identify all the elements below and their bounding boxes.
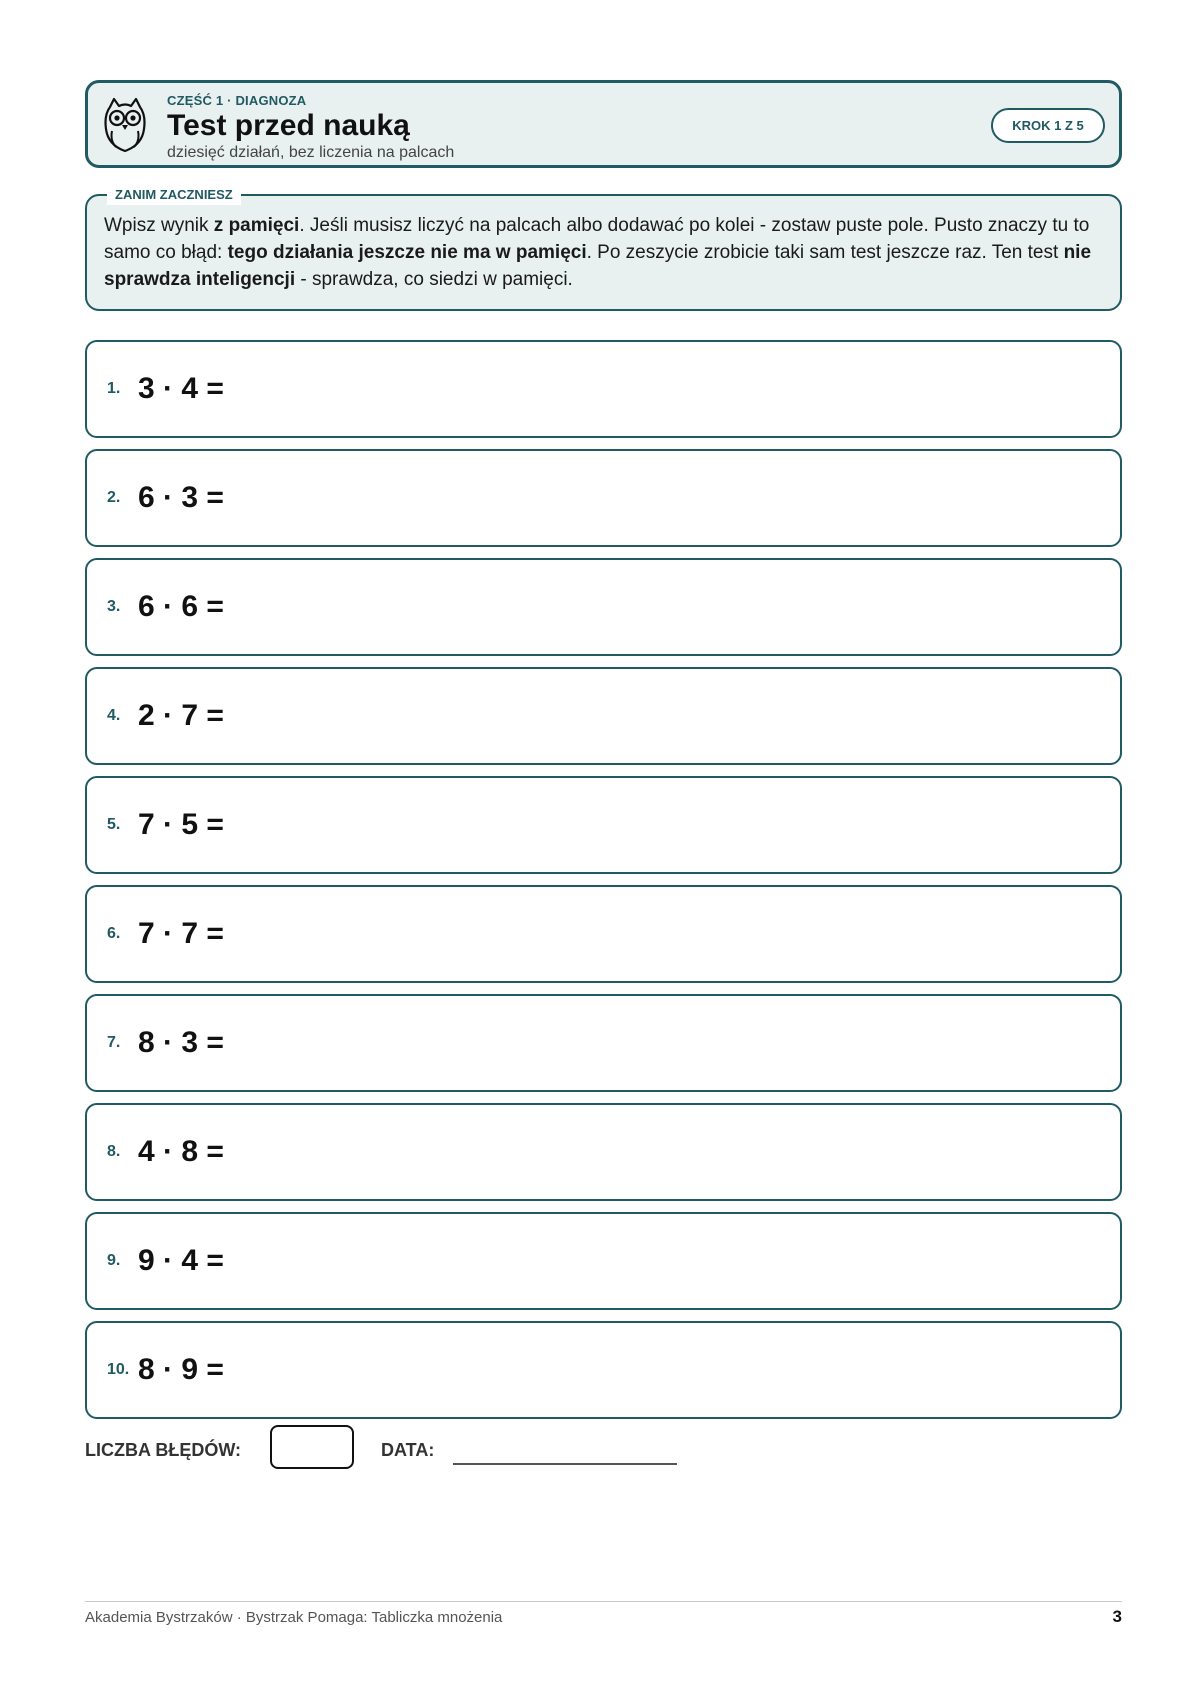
problem-row[interactable] — [85, 776, 1122, 874]
instructions-emphasis: z pamięci — [213, 215, 300, 236]
problem-expression: 8 · 9 = — [138, 1353, 224, 1386]
problem-row[interactable] — [85, 885, 1122, 983]
problem-expression: 7 · 5 = — [138, 808, 224, 841]
errors-label: LICZBA BŁĘDÓW: — [85, 1440, 241, 1460]
problem-number: 5. — [107, 816, 121, 833]
problem-number: 3. — [107, 598, 121, 615]
page-title: Test przed nauką — [167, 109, 410, 142]
problem-expression: 7 · 7 = — [138, 917, 224, 950]
problem-number: 4. — [107, 707, 121, 724]
problem-expression: 9 · 4 = — [138, 1244, 224, 1277]
footer-text: Akademia Bystrzaków · Bystrzak Pomaga: Tabliczka mnożenia — [85, 1609, 503, 1626]
errors-count-field[interactable] — [270, 1425, 354, 1469]
instructions-part: - sprawdza, co siedzi w pamięci. — [295, 269, 573, 290]
owl-icon — [102, 97, 148, 153]
problem-row[interactable] — [85, 994, 1122, 1092]
problem-number: 2. — [107, 489, 121, 506]
problem-number: 9. — [107, 1252, 121, 1269]
section-eyebrow: CZĘŚĆ 1 · DIAGNOZA — [167, 93, 307, 108]
problem-row[interactable] — [85, 1212, 1122, 1310]
instructions-part: . Jeśli musisz liczyć na palcach albo dodawać po kolei - zostaw puste pole. Pusto znaczy tu to samo co błąd: — [104, 215, 1090, 263]
problem-row[interactable] — [85, 1321, 1122, 1419]
page-subtitle: dziesięć działań, bez liczenia na palcach — [167, 144, 455, 161]
footer-divider — [85, 1601, 1122, 1602]
problem-expression: 2 · 7 = — [138, 699, 224, 732]
instructions-emphasis: tego działania jeszcze nie ma w pamięci — [227, 242, 587, 263]
step-badge: KROK 1 Z 5 — [991, 108, 1105, 143]
date-label: DATA: — [381, 1440, 435, 1460]
problem-row[interactable] — [85, 340, 1122, 438]
date-field[interactable] — [453, 1463, 677, 1465]
instructions-panel — [85, 187, 1122, 311]
problem-row[interactable] — [85, 1103, 1122, 1201]
problem-expression: 4 · 8 = — [138, 1135, 224, 1168]
problem-expression: 6 · 3 = — [138, 481, 224, 514]
problem-row[interactable] — [85, 667, 1122, 765]
problem-expression: 3 · 4 = — [138, 372, 224, 405]
problem-number: 10. — [107, 1361, 130, 1378]
problem-expression: 8 · 3 = — [138, 1026, 224, 1059]
instructions-text — [104, 212, 1103, 293]
problem-number: 6. — [107, 925, 121, 942]
instructions-emphasis: nie sprawdza inteligencji — [104, 242, 1092, 290]
problem-number: 1. — [107, 380, 121, 397]
header-panel — [85, 80, 1122, 168]
instructions-part: Wpisz wynik — [104, 215, 214, 236]
problem-list — [85, 340, 1122, 1430]
problem-number: 8. — [107, 1143, 121, 1160]
page-number: 3 — [1112, 1607, 1122, 1626]
problem-row[interactable] — [85, 558, 1122, 656]
instructions-part: . Po zeszycie zrobicie taki sam test jeszcze raz. Ten test — [586, 242, 1064, 263]
instructions-legend: ZANIM ZACZNIESZ — [107, 185, 241, 205]
problem-row[interactable] — [85, 449, 1122, 547]
problem-number: 7. — [107, 1034, 121, 1051]
problem-expression: 6 · 6 = — [138, 590, 224, 623]
